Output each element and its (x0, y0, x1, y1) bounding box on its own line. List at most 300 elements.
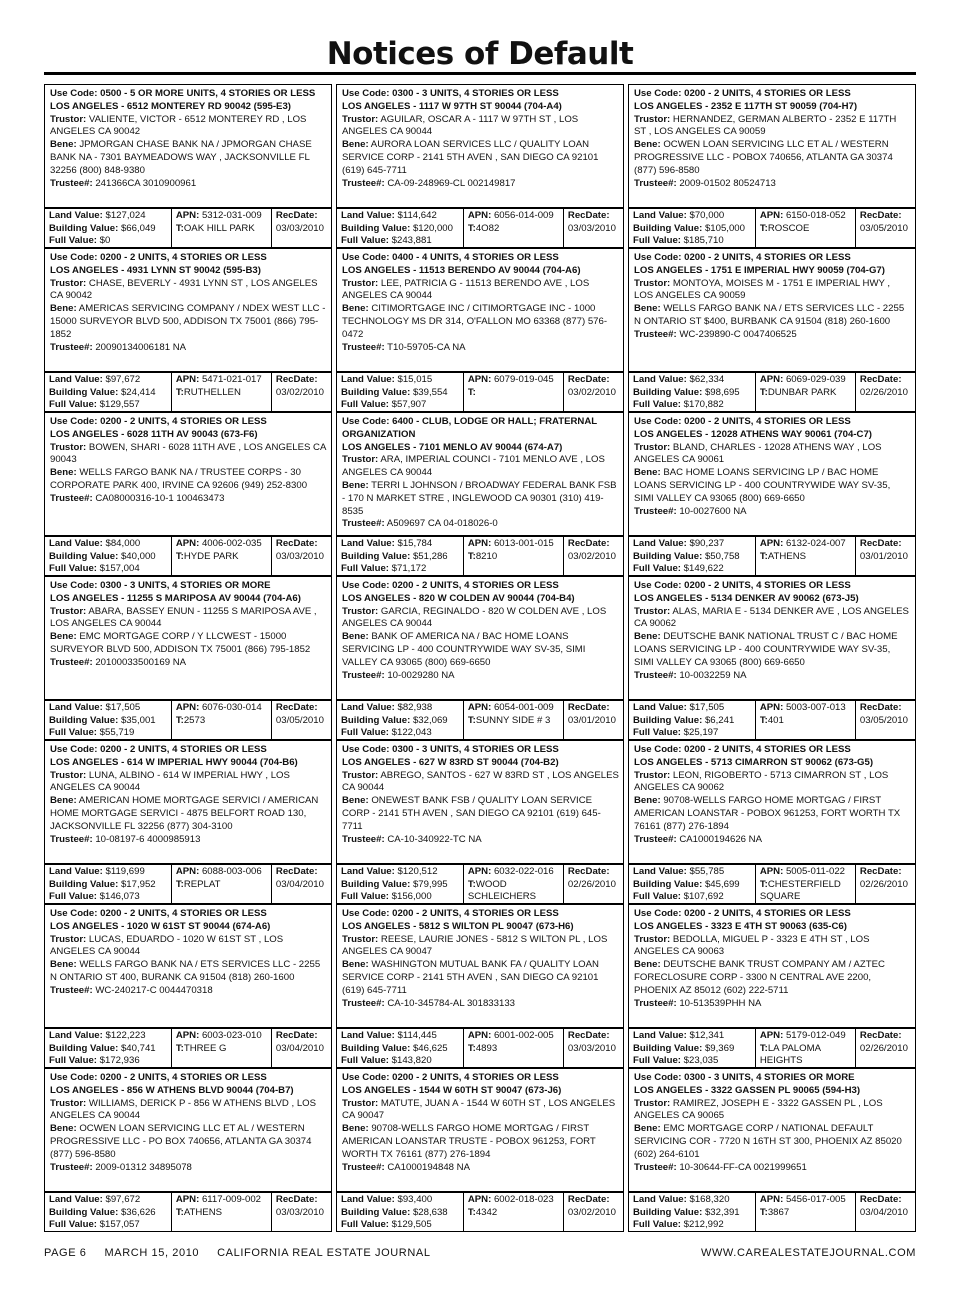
land-value-label: Land Value: (49, 702, 103, 713)
bene-label: Bene: (342, 959, 369, 971)
notice-entry (628, 904, 916, 1068)
trustor-value: WILLIAMS, DERICK P - 856 W ATHENS BLVD , LOS ANGELES CA 90044 (50, 1097, 317, 1122)
recdate-label: RecDate: (567, 1194, 610, 1205)
land-value-label: Land Value: (633, 1194, 687, 1205)
footer-website-link[interactable]: WWW.CAREALESTATEJOURNAL.COM (700, 1247, 916, 1259)
values-column (629, 537, 755, 575)
bene-value: 90708-WELLS FARGO HOME MORTGAG / FIRST AMERICAN LOANSTAR TRUSTE - POBOX 961253, FORT WORTH TX 76161 (877) 276-1894 (342, 1123, 596, 1160)
property-location: LOS ANGELES - 1020 W 61ST ST 90044 (674-A6) (50, 920, 271, 932)
land-value: $119,699 (105, 866, 145, 877)
full-value-label: Full Value: (49, 563, 97, 575)
tract-value: DUNBAR PARK (767, 386, 837, 398)
trustor-value: BLAND, CHARLES - 12028 ATHENS WAY , LOS ANGELES CA 90061 (634, 441, 882, 466)
trustee-value: 10-30644-FF-CA 0021999651 (679, 1161, 807, 1173)
apn-value: 5471-021-017 (201, 374, 262, 385)
trustee-value: CA1000194848 NA (387, 1161, 471, 1173)
building-value: $46,625 (412, 1042, 448, 1054)
land-value: $55,785 (689, 866, 725, 877)
recdate-value: 03/02/2010 (275, 386, 324, 398)
building-value-label: Building Value: (49, 550, 119, 562)
building-value: $6,241 (704, 714, 735, 726)
land-value: $122,223 (105, 1030, 146, 1041)
notice-text (45, 577, 331, 700)
notice-entry (44, 84, 332, 248)
trustor-label: Trustor: (634, 605, 671, 617)
building-value: $32,069 (412, 714, 448, 726)
trustor-value: LEE, PATRICIA G - 11513 BERENDO AVE , LOS ANGELES CA 90044 (342, 277, 590, 302)
bene-value: WELLS FARGO BANK NA / ETS SERVICES LLC - 2255 N ONTARIO ST 400, BURANK CA 91504 (818) 260-1600 (50, 959, 321, 983)
property-location: LOS ANGELES - 3322 GASSEN PL 90065 (594-H3) (634, 1084, 861, 1096)
notice-text (337, 85, 623, 208)
trustee-label: Trustee#: (50, 833, 93, 845)
building-value: $120,000 (412, 222, 453, 234)
values-column (337, 865, 463, 903)
land-value: $17,505 (689, 702, 725, 713)
building-value: $51,286 (412, 550, 448, 562)
notice-entry (336, 904, 624, 1068)
notice-text (45, 905, 331, 1028)
land-value: $114,642 (397, 210, 437, 221)
property-location: LOS ANGELES - 1117 W 97TH ST 90044 (704-A4) (342, 100, 562, 112)
bene-value: AURORA LOAN SERVICES LLC / QUALITY LOAN SERVICE CORP - 2141 5TH AVEN , SAN DIEGO CA 92101 (619) 645-7711 (342, 139, 599, 176)
trustee-label: Trustee#: (634, 833, 677, 845)
trustor-value: ABREGO, SANTOS - 627 W 83RD ST , LOS ANGELES CA 90044 (342, 769, 619, 794)
apn-column (171, 1029, 271, 1067)
property-location: LOS ANGELES - 6512 MONTEREY RD 90042 (595-E3) (50, 100, 291, 112)
use-code: Use Code: 0200 - 2 UNITS, 4 STORIES OR LESS (634, 88, 851, 99)
values-column (337, 1029, 463, 1067)
property-location: LOS ANGELES - 5134 DENKER AV 90062 (673-J5) (634, 592, 859, 604)
building-value-label: Building Value: (341, 1042, 411, 1054)
notice-text (337, 1069, 623, 1192)
values-column (629, 865, 755, 903)
trustee-label: Trustee#: (342, 669, 385, 681)
building-value: $105,000 (704, 222, 745, 234)
trustee-label: Trustee#: (634, 328, 677, 340)
recdate-label: RecDate: (859, 866, 902, 877)
trustor-label: Trustor: (342, 933, 379, 945)
building-value: $79,995 (412, 878, 448, 890)
tract-value: 8210 (475, 550, 498, 562)
recdate-column (271, 701, 331, 739)
recdate-column (855, 373, 915, 411)
apn-label: APN: (175, 702, 200, 713)
apn-column (463, 1029, 563, 1067)
full-value: $129,505 (391, 1219, 432, 1231)
full-value-label: Full Value: (49, 235, 97, 247)
use-code: Use Code: 0300 - 3 UNITS, 4 STORIES OR LESS (342, 88, 559, 99)
tract-label: T: (759, 550, 768, 562)
property-location: LOS ANGELES - 2352 E 117TH ST 90059 (704-H7) (634, 100, 858, 112)
values-column (629, 373, 755, 411)
trustor-label: Trustor: (342, 769, 379, 781)
notice-entry (336, 740, 624, 904)
tract-value: 3867 (767, 1206, 790, 1218)
bene-value: JPMORGAN CHASE BANK NA / JPMORGAN CHASE BANK NA - 7301 BAYMEADOWS WAY , JACKSONVILLE FL 32256 (800) 848-9380 (50, 139, 312, 176)
land-value: $82,938 (397, 702, 433, 713)
trustor-label: Trustor: (50, 113, 87, 125)
apn-column (755, 209, 855, 247)
trustee-label: Trustee#: (634, 1161, 677, 1173)
building-value-label: Building Value: (49, 1206, 119, 1218)
apn-label: APN: (759, 374, 784, 385)
bene-value: AMERICAS SERVICING COMPANY / NDEX WEST LLC - 15000 SURVEYOR BLVD 500, ADDISON TX 75001 (866) 795-1852 (50, 303, 326, 340)
tract-label: T: (467, 1206, 476, 1218)
recdate-value: 02/26/2010 (859, 1042, 908, 1054)
notice-text (629, 249, 915, 372)
bene-label: Bene: (342, 795, 369, 807)
building-value-label: Building Value: (341, 878, 411, 890)
bene-label: Bene: (50, 467, 77, 479)
apn-label: APN: (467, 1030, 492, 1041)
land-value: $84,000 (105, 538, 141, 549)
recdate-value: 03/03/2010 (567, 1042, 616, 1054)
full-value-label: Full Value: (341, 1055, 389, 1067)
tract-label: T: (467, 878, 476, 890)
tract-label: T: (175, 222, 184, 234)
value-row (337, 1028, 623, 1067)
apn-column (463, 865, 563, 903)
trustor-label: Trustor: (50, 277, 87, 289)
full-value: $143,820 (391, 1055, 432, 1067)
value-row (45, 700, 331, 739)
use-code: Use Code: 6400 - CLUB, LODGE OR HALL; FRATERNAL ORGANIZATION (342, 416, 597, 440)
value-row (337, 700, 623, 739)
use-code: Use Code: 0200 - 2 UNITS, 4 STORIES OR LESS (342, 580, 559, 591)
bene-label: Bene: (342, 303, 369, 315)
recdate-column (855, 1193, 915, 1231)
trustee-value: 10-08197-6 4000985913 (95, 833, 201, 845)
notice-entry (628, 248, 916, 412)
bene-label: Bene: (342, 631, 369, 643)
trustor-value: BEDOLLA, MIGUEL P - 3323 E 4TH ST , LOS ANGELES CA 90063 (634, 933, 870, 958)
apn-value: 6117-009-002 (201, 1194, 261, 1205)
land-value-label: Land Value: (341, 866, 395, 877)
bene-label: Bene: (634, 139, 661, 151)
tract-value: OAK HILL PARK (183, 222, 255, 234)
building-value-label: Building Value: (341, 222, 411, 234)
building-value-label: Building Value: (49, 714, 119, 726)
apn-value: 6054-001-009 (493, 702, 554, 713)
apn-column (171, 209, 271, 247)
apn-column (755, 373, 855, 411)
notice-text (45, 741, 331, 864)
trustee-label: Trustee#: (342, 177, 385, 189)
apn-label: APN: (759, 210, 784, 221)
land-value: $15,015 (397, 374, 433, 385)
values-column (629, 1193, 755, 1231)
recdate-column (855, 865, 915, 903)
value-row (45, 1192, 331, 1231)
recdate-value: 03/04/2010 (859, 1206, 908, 1218)
value-row (629, 1028, 915, 1067)
recdate-label: RecDate: (567, 210, 610, 221)
apn-column (755, 537, 855, 575)
property-location: LOS ANGELES - 1544 W 60TH ST 90047 (673-J6) (342, 1084, 562, 1096)
tract-label: T: (175, 386, 184, 398)
apn-label: APN: (467, 210, 492, 221)
trustor-value: GARCIA, REGINALDO - 820 W COLDEN AVE , LOS ANGELES CA 90044 (342, 605, 607, 630)
land-value: $90,237 (689, 538, 725, 549)
building-value-label: Building Value: (633, 1042, 703, 1054)
trustor-label: Trustor: (342, 605, 379, 617)
full-value-label: Full Value: (633, 1055, 681, 1067)
apn-value: 5003-007-013 (785, 702, 846, 713)
building-value: $98,695 (704, 386, 740, 398)
value-row (337, 864, 623, 903)
building-value-label: Building Value: (49, 222, 119, 234)
notice-entry (44, 576, 332, 740)
recdate-label: RecDate: (859, 538, 902, 549)
building-value-label: Building Value: (49, 1042, 119, 1054)
trustor-value: HERNANDEZ, GERMAN ALBERTO - 2352 E 117TH ST , LOS ANGELES CA 90059 (634, 113, 897, 138)
trustor-label: Trustor: (50, 605, 87, 617)
notice-text (45, 413, 331, 536)
building-value: $40,741 (120, 1042, 156, 1054)
apn-value: 6088-003-006 (201, 866, 262, 877)
trustor-label: Trustor: (634, 769, 671, 781)
recdate-label: RecDate: (567, 702, 610, 713)
recdate-value: 03/03/2010 (275, 550, 324, 562)
recdate-column (563, 1193, 623, 1231)
notice-entry (628, 576, 916, 740)
recdate-column (271, 209, 331, 247)
use-code: Use Code: 0200 - 2 UNITS, 4 STORIES OR LESS (50, 908, 267, 919)
tract-label: T: (175, 714, 184, 726)
trustor-value: VALIENTE, VICTOR - 6512 MONTEREY RD , LOS ANGELES CA 90042 (50, 113, 307, 138)
building-value: $50,758 (704, 550, 740, 562)
recdate-value: 03/03/2010 (275, 1206, 324, 1218)
property-location: LOS ANGELES - 1751 E IMPERIAL HWY 90059 (704-G7) (634, 264, 885, 276)
use-code: Use Code: 0200 - 2 UNITS, 4 STORIES OR LESS (634, 744, 851, 755)
recdate-label: RecDate: (859, 1030, 902, 1041)
bene-label: Bene: (634, 303, 661, 315)
apn-column (755, 865, 855, 903)
building-value: $45,699 (704, 878, 740, 890)
land-value-label: Land Value: (633, 374, 687, 385)
apn-label: APN: (759, 538, 784, 549)
apn-value: 6069-029-039 (785, 374, 846, 385)
tract-label: T: (175, 1042, 184, 1054)
recdate-label: RecDate: (275, 538, 318, 549)
full-value-label: Full Value: (341, 399, 389, 411)
apn-column (171, 1193, 271, 1231)
tract-value: 4O82 (475, 222, 500, 234)
bene-value: 90708-WELLS FARGO HOME MORTGAG / FIRST AMERICAN LOANSTAR - POBOX 961253, FORT WORTH TX 76161 (877) 276-1894 (634, 795, 901, 832)
value-row (629, 700, 915, 739)
recdate-column (563, 209, 623, 247)
building-value: $28,638 (412, 1206, 448, 1218)
value-row (337, 1192, 623, 1231)
notice-text (45, 249, 331, 372)
land-value: $17,505 (105, 702, 141, 713)
property-location: LOS ANGELES - 7101 MENLO AV 90044 (674-A7) (342, 441, 563, 453)
tract-label: T: (467, 1042, 476, 1054)
tract-label: T: (759, 386, 768, 398)
apn-label: APN: (467, 702, 492, 713)
trustee-value: 10-0027600 NA (679, 505, 747, 517)
recdate-column (855, 209, 915, 247)
trustee-value: A509697 CA 04-018026-0 (386, 518, 498, 530)
notice-entry (336, 84, 624, 248)
bene-label: Bene: (342, 479, 369, 491)
apn-value: 6003-023-010 (201, 1030, 262, 1041)
apn-column (463, 373, 563, 411)
notice-entry (336, 412, 624, 576)
apn-column (755, 701, 855, 739)
trustee-label: Trustee#: (634, 997, 677, 1009)
trustee-value: 10-513539PHH NA (679, 997, 762, 1009)
trustor-label: Trustor: (342, 454, 379, 466)
recdate-label: RecDate: (859, 1194, 902, 1205)
building-value: $17,952 (120, 878, 156, 890)
building-value: $24,414 (120, 386, 156, 398)
apn-column (755, 1193, 855, 1231)
trustee-value: CA-10-340922-TC NA (387, 833, 482, 845)
values-column (337, 373, 463, 411)
trustee-label: Trustee#: (342, 997, 385, 1009)
land-value: $12,341 (689, 1030, 725, 1041)
trustee-value: WC-240217-C 0044470318 (95, 984, 213, 996)
tract-value: REPLAT (183, 878, 221, 890)
use-code: Use Code: 0200 - 2 UNITS, 4 STORIES OR LESS (50, 1072, 267, 1083)
values-column (629, 701, 755, 739)
bene-label: Bene: (634, 959, 661, 971)
title-divider (44, 72, 916, 75)
full-value-label: Full Value: (633, 1219, 681, 1231)
values-column (45, 701, 171, 739)
trustee-value: CA08000316-10-1 100463473 (95, 492, 225, 504)
apn-value: 5456-017-005 (785, 1194, 846, 1205)
trustee-value: 20090134006181 NA (95, 341, 187, 353)
recdate-label: RecDate: (567, 374, 610, 385)
notices-grid (44, 84, 916, 1232)
full-value: $122,043 (391, 727, 432, 739)
values-column (45, 537, 171, 575)
notice-entry (336, 576, 624, 740)
recdate-value: 03/04/2010 (275, 1042, 324, 1054)
tract-label: T: (467, 714, 476, 726)
recdate-label: RecDate: (567, 538, 610, 549)
property-location: LOS ANGELES - 5812 S WILTON PL 90047 (673-H6) (342, 920, 574, 932)
full-value-label: Full Value: (341, 1219, 389, 1231)
notice-text (629, 577, 915, 700)
full-value: $146,073 (99, 891, 140, 903)
values-column (337, 537, 463, 575)
apn-value: 6032-022-016 (493, 866, 554, 877)
notice-entry (628, 1068, 916, 1232)
tract-value: 4342 (475, 1206, 498, 1218)
apn-label: APN: (175, 1030, 200, 1041)
full-value: $243,881 (391, 235, 432, 247)
tract-label: T: (759, 1206, 768, 1218)
trustor-value: ABARA, BASSEY ENUN - 11255 S MARIPOSA AVE , LOS ANGELES CA 90044 (50, 605, 317, 630)
trustor-value: BOWEN, SHARI - 6028 11TH AVE , LOS ANGELES CA 90043 (50, 441, 326, 466)
recdate-value: 03/05/2010 (275, 714, 324, 726)
apn-value: 6002-018-023 (493, 1194, 554, 1205)
notice-text (629, 905, 915, 1028)
land-value: $70,000 (689, 210, 725, 221)
value-row (629, 864, 915, 903)
apn-value: 6079-019-045 (493, 374, 554, 385)
land-value-label: Land Value: (633, 702, 687, 713)
building-value: $32,391 (704, 1206, 740, 1218)
use-code: Use Code: 0200 - 2 UNITS, 4 STORIES OR LESS (342, 908, 559, 919)
land-value: $97,672 (105, 374, 141, 385)
tract-value: WOOD SCHLEICHERS (467, 878, 537, 903)
recdate-column (271, 1029, 331, 1067)
property-location: LOS ANGELES - 11513 BERENDO AV 90044 (704-A6) (342, 264, 581, 276)
trustor-value: REESE, LAURIE JONES - 5812 S WILTON PL , LOS ANGELES CA 90047 (342, 933, 608, 958)
notice-entry (44, 740, 332, 904)
trustor-label: Trustor: (634, 1097, 671, 1109)
apn-value: 5179-012-049 (785, 1030, 846, 1041)
recdate-label: RecDate: (859, 374, 902, 385)
trustor-value: MONTOYA, MOISES M - 1751 E IMPERIAL HWY , LOS ANGELES CA 90059 (634, 277, 891, 302)
apn-label: APN: (175, 538, 200, 549)
land-value-label: Land Value: (341, 702, 395, 713)
trustee-value: 10-0032259 NA (679, 669, 747, 681)
property-location: LOS ANGELES - 627 W 83RD ST 90044 (704-B2) (342, 756, 559, 768)
tract-label: T: (175, 878, 184, 890)
tract-value: 2573 (183, 714, 206, 726)
recdate-label: RecDate: (275, 210, 318, 221)
trustee-label: Trustee#: (50, 341, 93, 353)
page-footer (44, 1247, 916, 1263)
apn-value: 6001-002-005 (493, 1030, 554, 1041)
tract-value: CHESTERFIELD SQUARE (759, 878, 841, 903)
trustor-label: Trustor: (634, 441, 671, 453)
notice-text (629, 413, 915, 536)
notice-text (337, 249, 623, 372)
trustee-value: 10-0029280 NA (387, 669, 455, 681)
notice-entry (44, 248, 332, 412)
land-value-label: Land Value: (633, 866, 687, 877)
building-value-label: Building Value: (49, 878, 119, 890)
trustor-label: Trustor: (342, 113, 379, 125)
bene-label: Bene: (342, 139, 369, 151)
values-column (337, 1193, 463, 1231)
full-value-label: Full Value: (633, 891, 681, 903)
notice-text (45, 1069, 331, 1192)
land-value-label: Land Value: (49, 374, 103, 385)
values-column (629, 209, 755, 247)
trustee-label: Trustee#: (342, 833, 385, 845)
values-column (45, 1193, 171, 1231)
bene-label: Bene: (50, 959, 77, 971)
trustee-label: Trustee#: (50, 984, 93, 996)
value-row (45, 208, 331, 247)
recdate-label: RecDate: (859, 210, 902, 221)
trustee-label: Trustee#: (50, 177, 93, 189)
recdate-label: RecDate: (275, 1030, 318, 1041)
apn-label: APN: (175, 374, 200, 385)
land-value: $120,512 (397, 866, 438, 877)
recdate-column (855, 1029, 915, 1067)
notice-text (337, 577, 623, 700)
value-row (629, 208, 915, 247)
building-value-label: Building Value: (49, 386, 119, 398)
bene-value: EMC MORTGAGE CORP / Y LLCWEST - 15000 SURVEYOR BLVD 500, ADDISON TX 75001 (866) 795-1852 (50, 631, 311, 655)
tract-value: LA PALOMA HEIGHTS (759, 1042, 821, 1067)
tract-label: T: (467, 550, 476, 562)
notice-entry (44, 412, 332, 576)
page-title: Notices of Default (326, 36, 634, 72)
notice-text (629, 741, 915, 864)
recdate-column (271, 537, 331, 575)
recdate-column (271, 865, 331, 903)
full-value-label: Full Value: (633, 563, 681, 575)
